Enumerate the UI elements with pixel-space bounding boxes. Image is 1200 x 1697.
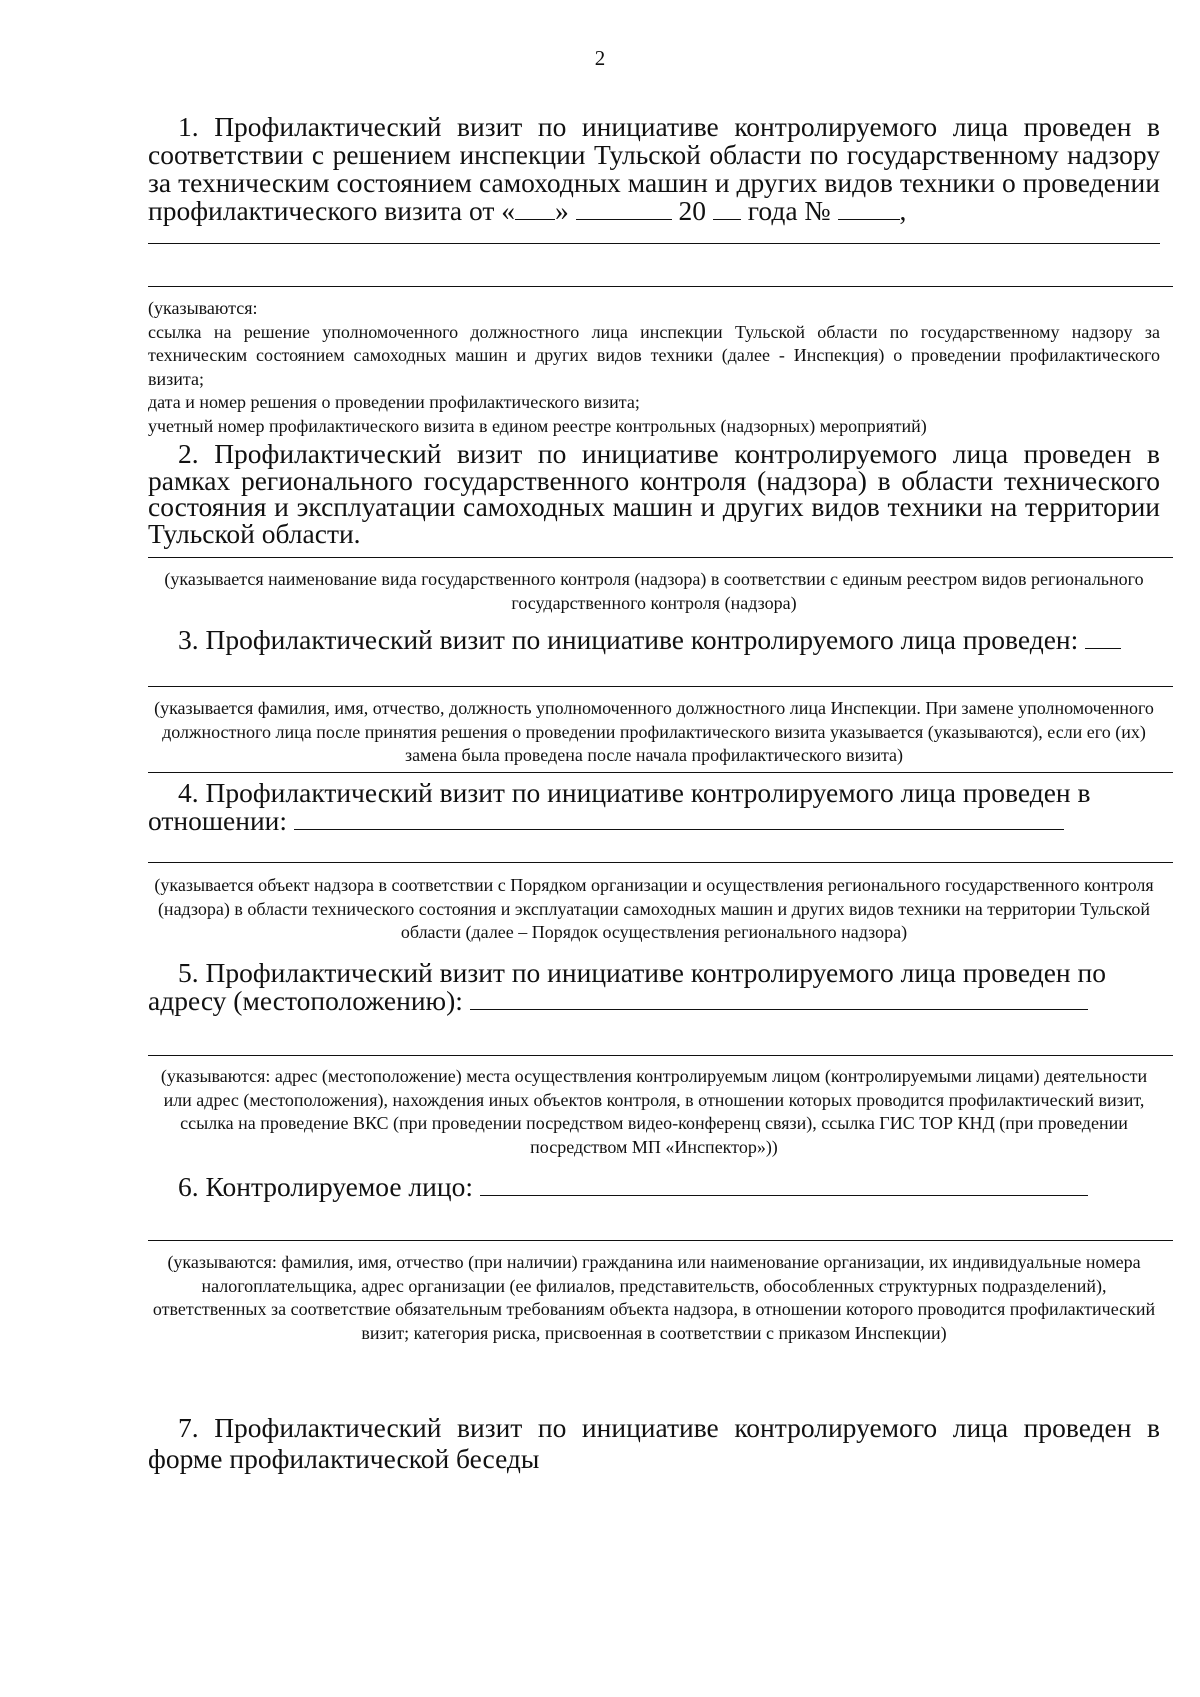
paragraph-1: [148, 113, 1160, 225]
paragraph-2-text: 2. Профилактический визит по инициативе контролируемого лица проведен в рамках регионального государственного контроля (надзора) в области технического состояния и эксплуатации самоходных машин и других видов техники на территории Тульской области.: [148, 438, 1160, 549]
note-5: (указываются: адрес (местоположение) места осуществления контролируемым лицом (контролируемыми лицами) деятельности или адрес (местоположения), нахождения иных объектов контроля, в отношении которых проводится профилактический визит, ссылка на проведение ВКС (при проведении посредством видео-конференц связи), ссылка ГИС ТОР КНД (при проведении посредством МП «Инспектор»)): [160, 1066, 1148, 1157]
year-prefix: 20: [678, 195, 707, 226]
fill-line-6[interactable]: [148, 1240, 1173, 1241]
month-blank[interactable]: [576, 197, 672, 220]
paragraph-4-line-2: отношении:: [148, 805, 288, 836]
paragraph-7: [148, 1412, 1160, 1474]
year-blank[interactable]: [713, 197, 741, 220]
fill-line-3[interactable]: [148, 686, 1173, 687]
paragraph-4: [148, 779, 1160, 835]
address-blank[interactable]: [470, 987, 1088, 1010]
fill-line-1b[interactable]: [148, 286, 1173, 287]
day-blank[interactable]: [515, 197, 555, 220]
paragraph-2: [148, 438, 1160, 549]
number-blank[interactable]: [838, 197, 900, 220]
paragraph-3: [148, 626, 1160, 654]
note-1-line-3: дата и номер решения о проведении профилактического визита;: [148, 392, 640, 412]
paragraph-6: [148, 1173, 1160, 1201]
paragraph-7-text: 7. Профилактический визит по инициативе контролируемого лица проведен в форме профилактической беседы: [148, 1412, 1160, 1474]
note-2: (указывается наименование вида государственного контроля (надзора) в соответствии с единым реестром видов регионального государственного контроля (надзора): [164, 569, 1144, 613]
paragraph-1-text: 1. Профилактический визит по инициативе контролируемого лица проведен в соответствии с решением инспекции Тульской области по государственному надзору за техническим состоянием самоходных машин и других видов техники о проведении профилактического визита от «: [148, 111, 1160, 226]
fill-line-3b[interactable]: [148, 772, 1173, 773]
note-1-line-2: ссылка на решение уполномоченного должностного лица инспекции Тульской области по государственному надзору за техническим состоянием самоходных машин и других видов техники (далее - Инспекция) о проведении профилактического визита;: [148, 321, 1160, 389]
paragraph-3-text: 3. Профилактический визит по инициативе контролируемого лица проведен:: [178, 624, 1079, 655]
year-word: года №: [747, 195, 831, 226]
paragraph-5-line-2: адресу (местоположению):: [148, 985, 463, 1016]
paragraph-5-line-1: 5. Профилактический визит по инициативе контролируемого лица проведен по: [178, 957, 1106, 988]
note-1: [148, 297, 1160, 438]
fill-line-2[interactable]: [148, 557, 1173, 558]
controlled-person-blank[interactable]: [480, 1173, 1088, 1196]
paragraph-6-text: 6. Контролируемое лицо:: [178, 1171, 473, 1202]
note-6: (указываются: фамилия, имя, отчество (при наличии) гражданина или наименование организации, их индивидуальные номера налогоплательщика, адрес организации (ее филиалов, представительств, обособленных структурных подразделений), ответственных за соответствие обязательным требованиям объекта надзора, в отношении которого проводится профилактический визит; категория риска, присвоенная в соответствии с приказом Инспекции): [152, 1252, 1156, 1343]
comma: ,: [899, 195, 907, 226]
note-1-line-1: (указываются:: [148, 298, 258, 318]
note-4: (указывается объект надзора в соответствии с Порядком организации и осуществления регионального государственного контроля (надзора) в области технического состояния и эксплуатации самоходных машин и других видов техники на территории Тульской области (далее – Порядок осуществления регионального надзора): [154, 875, 1154, 942]
object-blank[interactable]: [294, 807, 1064, 830]
quote-close: »: [555, 195, 569, 226]
note-3: (указывается фамилия, имя, отчество, должность уполномоченного должностного лица Инспекции. При замене уполномоченного должностного лица после принятия решения о проведении профилактического визита указывается (указываются), если его (их) замена была проведена после начала профилактического визита): [154, 698, 1154, 765]
fill-line-1a[interactable]: [148, 243, 1160, 244]
paragraph-4-line-1: 4. Профилактический визит по инициативе контролируемого лица проведен в: [178, 777, 1091, 808]
fill-line-4[interactable]: [148, 862, 1173, 863]
page-number: 2: [594, 46, 606, 70]
note-1-line-4: учетный номер профилактического визита в едином реестре контрольных (надзорных) мероприятий): [148, 415, 927, 436]
fill-line-5[interactable]: [148, 1055, 1173, 1056]
executor-blank[interactable]: [1085, 626, 1121, 649]
paragraph-5: [148, 959, 1160, 1015]
